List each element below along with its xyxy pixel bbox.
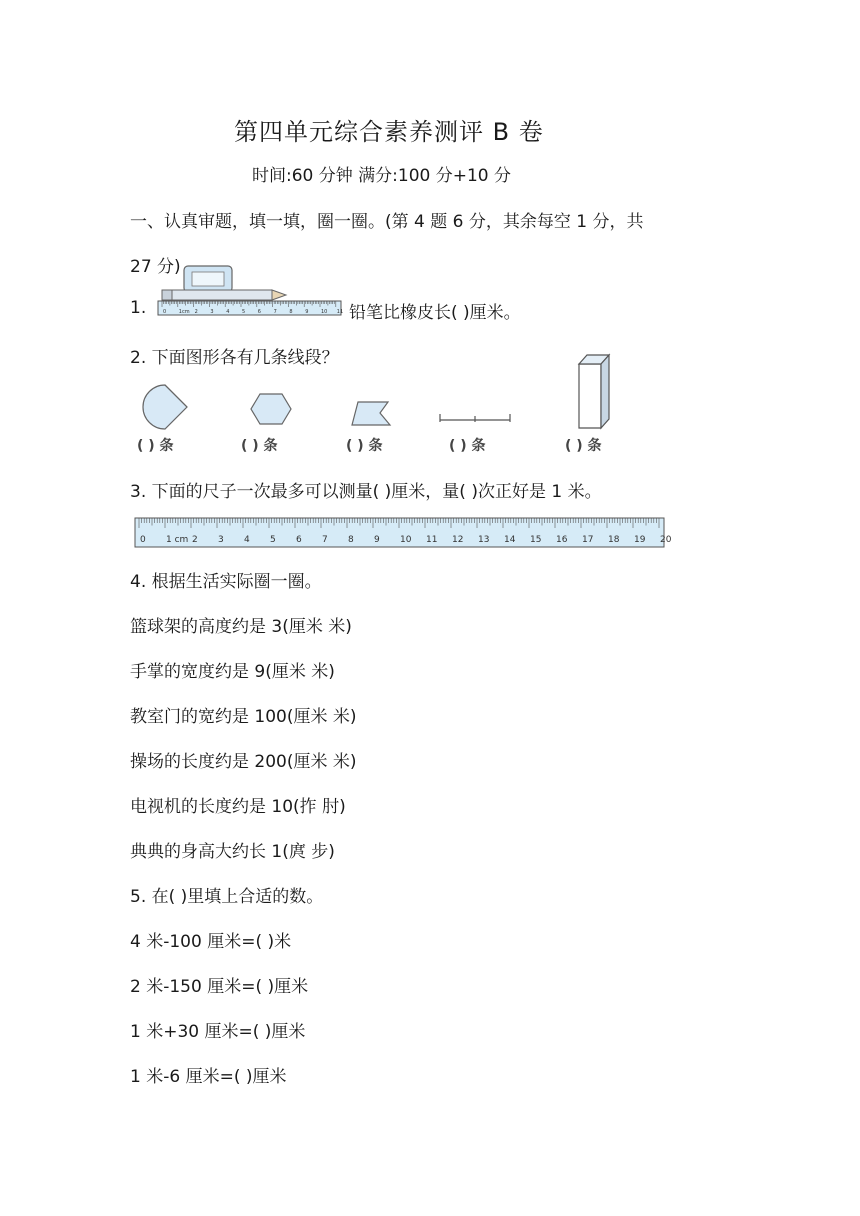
ruler-tick-label: 10 bbox=[400, 535, 412, 545]
exam-info: 时间:60 分钟 满分:100 分+10 分 bbox=[252, 166, 512, 186]
ruler-tick-label: 11 bbox=[426, 535, 438, 545]
ruler-tick-label: 16 bbox=[556, 535, 568, 545]
cuboid-figure bbox=[577, 352, 617, 432]
section-heading: 一、认真审题，填一填，圈一圈。(第 4 题 6 分，其余每空 1 分，共 bbox=[130, 212, 644, 232]
ruler-tick-label: 5 bbox=[242, 309, 246, 315]
ruler-tick-label: 9 bbox=[374, 535, 380, 545]
ruler-tick-label: 6 bbox=[257, 309, 261, 315]
ruler-tick-label: 4 bbox=[226, 309, 230, 315]
ruler-tick-label: 19 bbox=[634, 535, 646, 545]
q4-item-2: 手掌的宽度约是 9(厘米 米) bbox=[130, 662, 335, 682]
ruler-tick-label: 1cm bbox=[178, 309, 190, 315]
q4-item-3: 教室门的宽约是 100(厘米 米) bbox=[130, 707, 357, 727]
q2-answer-4: ( ) 条 bbox=[449, 438, 486, 454]
page-title: 第四单元综合素养测评 B 卷 bbox=[234, 118, 544, 146]
q5-item-2: 2 米-150 厘米=( )厘米 bbox=[130, 977, 309, 997]
q2-answer-3: ( ) 条 bbox=[346, 438, 383, 454]
ruler-tick-label: 4 bbox=[244, 535, 250, 545]
q4-item-1: 篮球架的高度约是 3(厘米 米) bbox=[130, 617, 352, 637]
q5-item-1: 4 米-100 厘米=( )米 bbox=[130, 932, 292, 952]
q2-answer-1: ( ) 条 bbox=[137, 438, 174, 454]
ruler-tick-label: 3 bbox=[210, 309, 214, 315]
hexagon-figure bbox=[250, 392, 294, 432]
ruler-tick-label: 10 bbox=[321, 309, 328, 315]
pencil-eraser-ruler-figure bbox=[158, 263, 343, 318]
q5-item-3: 1 米+30 厘米=( )厘米 bbox=[130, 1022, 306, 1042]
q5-question: 5. 在( )里填上合适的数。 bbox=[130, 887, 324, 907]
ruler-tick-label: 0 bbox=[163, 309, 167, 315]
ruler-tick-label: 11 bbox=[336, 309, 344, 315]
section-heading-cont: 27 分) bbox=[130, 257, 181, 277]
ruler-tick-label: 5 bbox=[270, 535, 276, 545]
ruler-tick-label: 0 bbox=[140, 535, 146, 545]
q2-answer-5: ( ) 条 bbox=[565, 438, 602, 454]
q4-item-6: 典典的身高大约长 1(庹 步) bbox=[130, 842, 335, 862]
ruler-tick-label: 12 bbox=[452, 535, 464, 545]
ruler-tick-label: 3 bbox=[218, 535, 224, 545]
semicircle-figure bbox=[147, 383, 197, 433]
ruler-tick-label: 20 bbox=[660, 535, 672, 545]
ruler-tick-label: 2 bbox=[194, 309, 198, 315]
pentagon-figure bbox=[350, 399, 396, 433]
ruler-tick-label: 9 bbox=[305, 309, 309, 315]
q3-question: 3. 下面的尺子一次最多可以测量( )厘米，量( )次正好是 1 米。 bbox=[130, 482, 602, 502]
q4-question: 4. 根据生活实际圈一圈。 bbox=[130, 572, 322, 592]
ruler-tick-label: 14 bbox=[504, 535, 516, 545]
q4-item-5: 电视机的长度约是 10(拃 肘) bbox=[130, 797, 346, 817]
ruler-tick-label: 7 bbox=[273, 309, 277, 315]
q5-item-4: 1 米-6 厘米=( )厘米 bbox=[130, 1067, 287, 1087]
ruler-tick-label: 15 bbox=[530, 535, 542, 545]
q1-question: 铅笔比橡皮长( )厘米。 bbox=[349, 303, 521, 323]
ruler-tick-label: 18 bbox=[608, 535, 620, 545]
ruler-tick-label: 6 bbox=[296, 535, 302, 545]
q4-item-4: 操场的长度约是 200(厘米 米) bbox=[130, 752, 357, 772]
ruler-tick-label: 2 bbox=[192, 535, 198, 545]
pencil bbox=[162, 290, 286, 300]
q2-question: 2. 下面图形各有几条线段？ bbox=[130, 348, 339, 368]
segment-figure bbox=[437, 412, 513, 426]
ruler-tick-label: 17 bbox=[582, 535, 594, 545]
ruler-tick-label: 1 cm bbox=[166, 535, 189, 545]
q1-number: 1. bbox=[130, 298, 147, 318]
ruler-tick-label: 8 bbox=[289, 309, 293, 315]
ruler-tick-label: 8 bbox=[348, 535, 354, 545]
ruler-tick-label: 7 bbox=[322, 535, 328, 545]
long-ruler-figure bbox=[135, 518, 672, 548]
ruler-tick-label: 13 bbox=[478, 535, 490, 545]
q2-answer-2: ( ) 条 bbox=[241, 438, 278, 454]
